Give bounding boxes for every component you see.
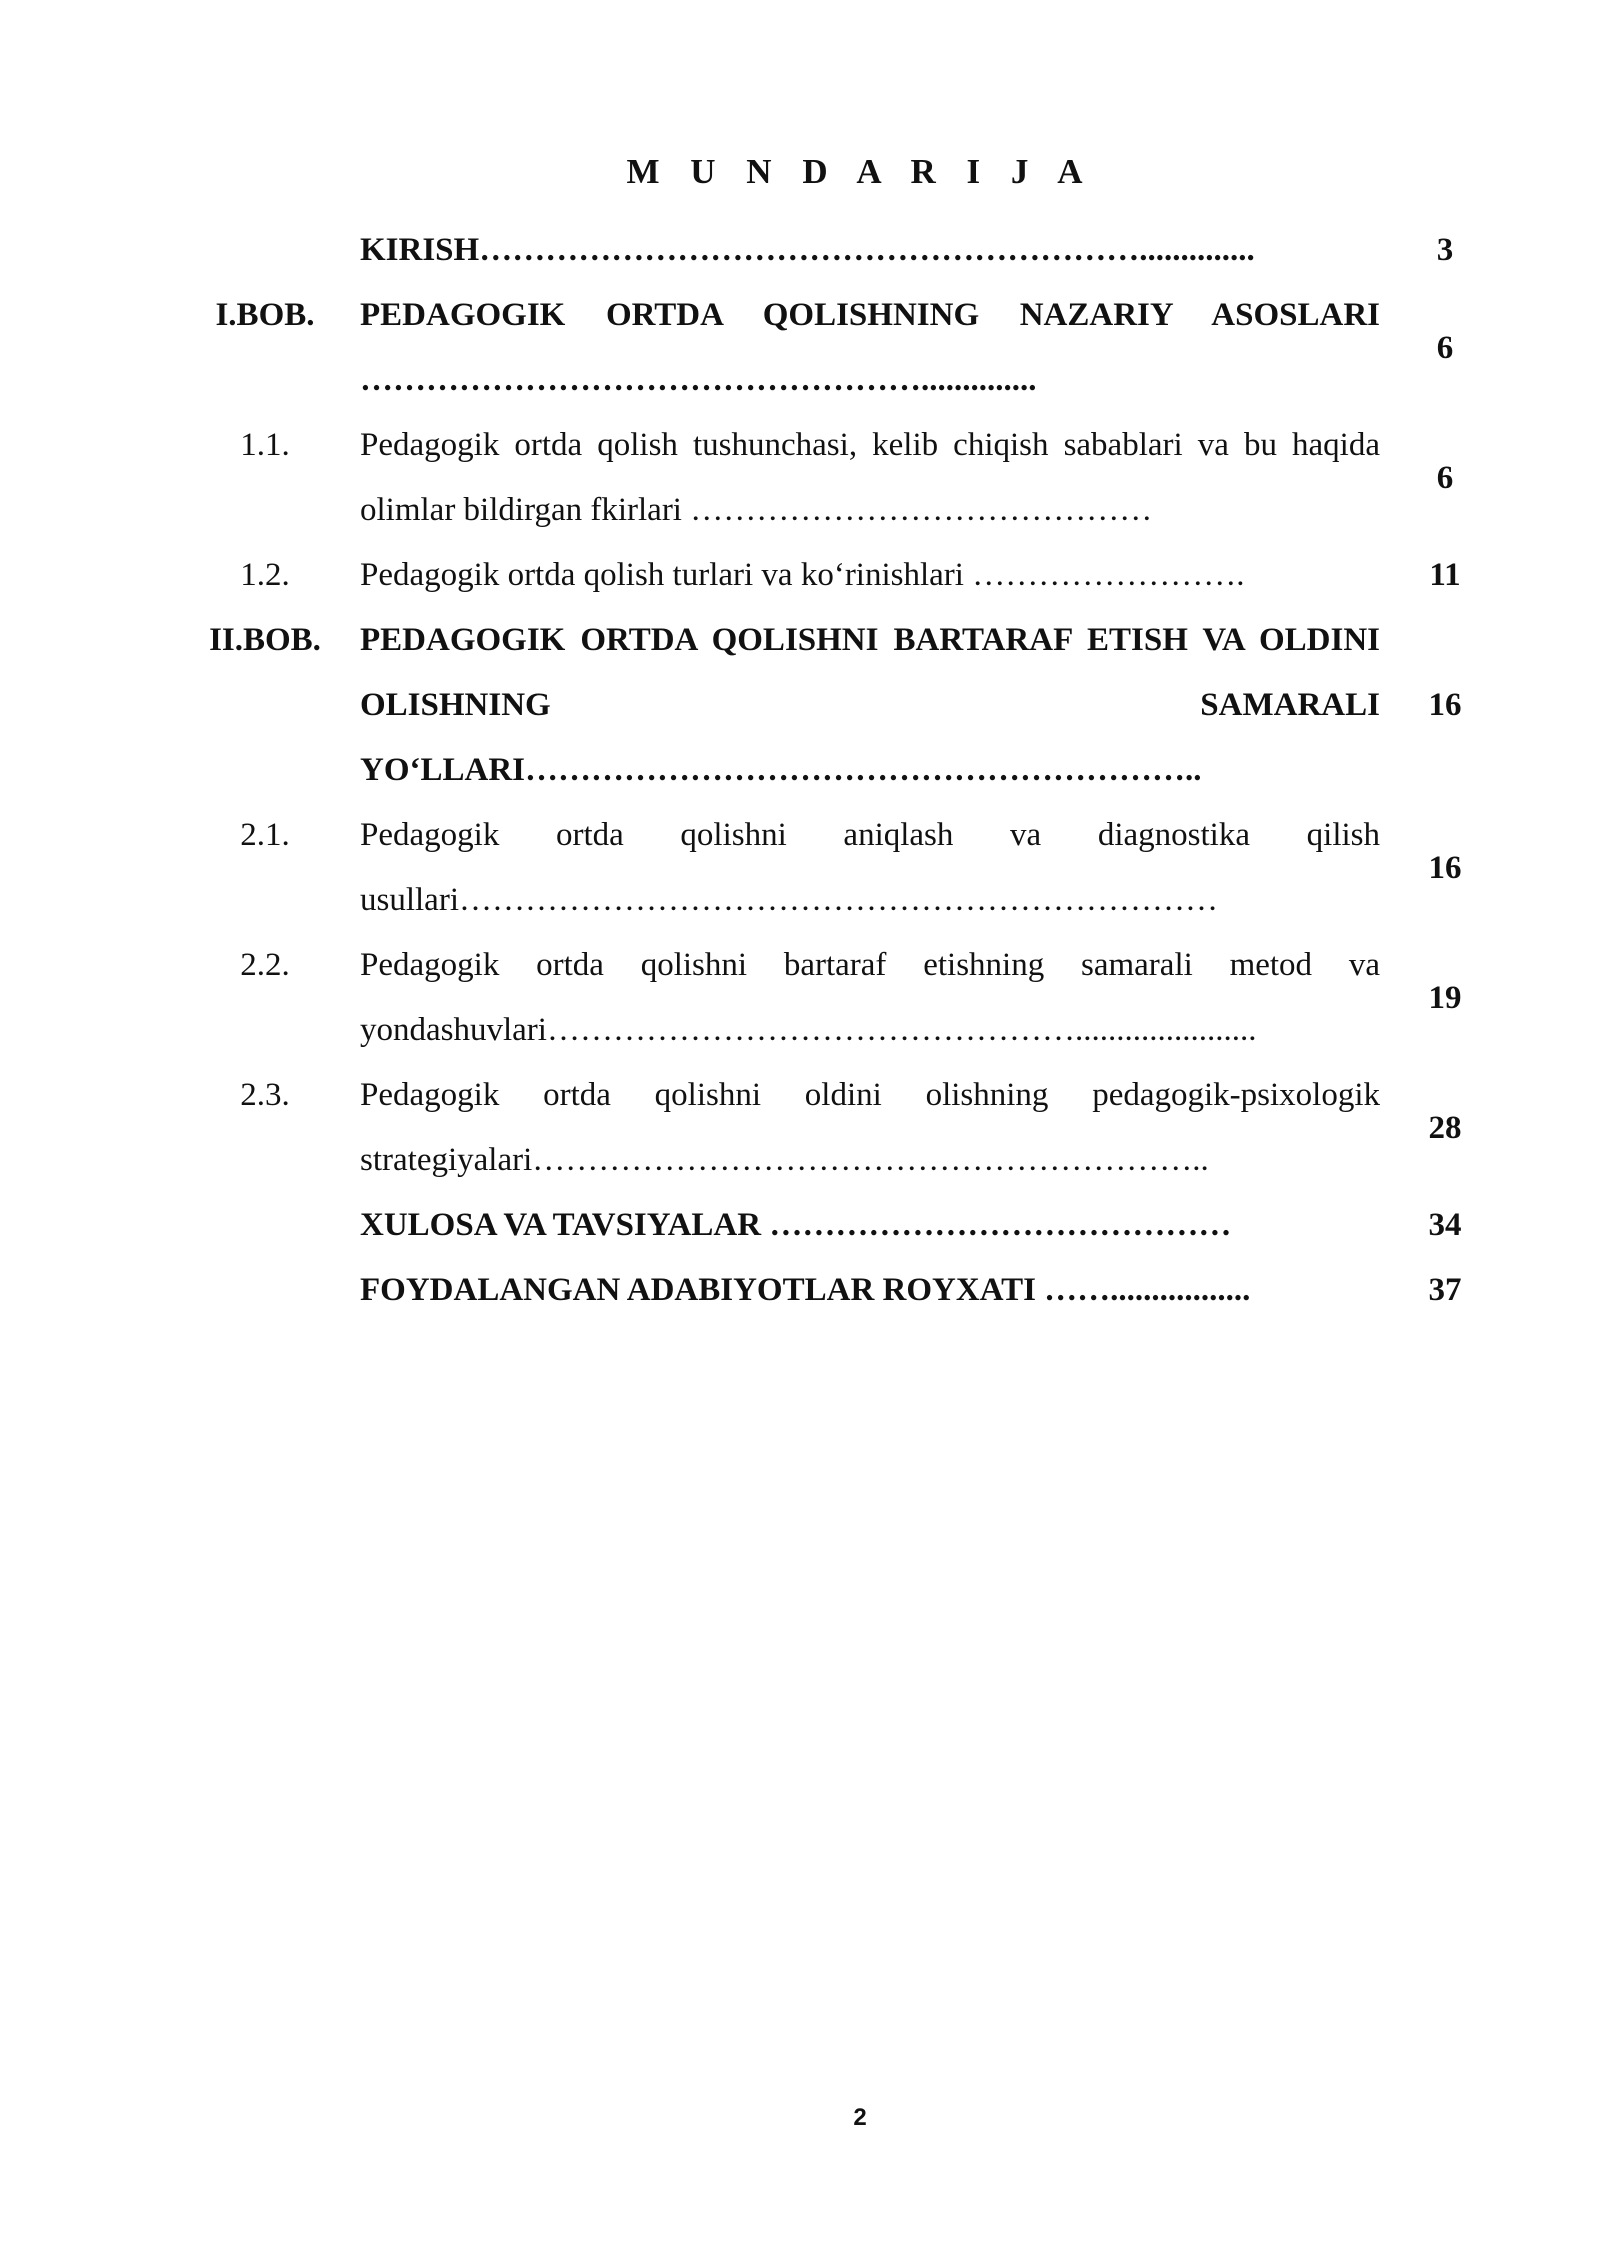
toc-entry-number — [170, 1193, 360, 1258]
page-number: 2 — [853, 2104, 867, 2131]
toc-entry[interactable] — [170, 413, 1510, 543]
toc-entry-page: 16 — [1428, 687, 1462, 723]
toc-entry-number — [170, 1258, 360, 1323]
toc-entry[interactable] — [170, 543, 1510, 608]
toc-entry-page: 19 — [1428, 979, 1462, 1016]
toc-entry[interactable] — [170, 1258, 1510, 1323]
toc-entry-number: 2.1. — [240, 817, 290, 853]
toc-entry-title: Pedagogik ortda qolishni oldini olishning pedagogik-psixologik strategiyalari…………………………………………………….. — [360, 1077, 1380, 1178]
toc-entry-page: 37 — [1428, 1272, 1462, 1308]
toc-entry-title: Pedagogik ortda qolishni bartaraf etishning samarali metod va yondashuvlari…………………………………………...................... — [360, 947, 1380, 1048]
toc-entry-page: 11 — [1429, 557, 1461, 593]
toc-entry[interactable] — [170, 218, 1510, 283]
toc-entry-number: II.BOB. — [209, 622, 321, 658]
toc-entry-number: I.BOB. — [215, 297, 315, 333]
toc-entry-title: KIRISH…………………………………………………….............. — [360, 232, 1255, 268]
toc-entry-number: 2.2. — [240, 947, 290, 983]
toc-entry[interactable] — [170, 283, 1510, 413]
toc-entry-page: 28 — [1428, 1109, 1462, 1146]
table-of-contents — [170, 218, 1510, 1323]
toc-entry[interactable] — [170, 1063, 1510, 1193]
toc-entry-title: Pedagogik ortda qolishni aniqlash va diagnostika qilish usullari…………………………………………………………… — [360, 817, 1380, 918]
toc-entry-title: PEDAGOGIK ORTDA QOLISHNING NAZARIY ASOSLARI …………………………………………….............. — [360, 297, 1380, 398]
toc-entry-number — [170, 218, 360, 283]
toc-entry-page: 3 — [1436, 232, 1454, 268]
toc-entry-title: PEDAGOGIK ORTDA QOLISHNI BARTARAF ETISH VA OLDINI OLISHNING SAMARALI YO‘LLARI…………………………………………………….. — [360, 622, 1380, 788]
toc-entry-page: 34 — [1428, 1207, 1462, 1243]
toc-entry-page: 6 — [1436, 459, 1454, 496]
page-title: M U N D A R I J A — [626, 152, 1094, 191]
toc-body — [170, 218, 1510, 1323]
toc-entry-number: 2.3. — [240, 1077, 290, 1113]
toc-entry[interactable] — [170, 803, 1510, 933]
toc-entry-title: FOYDALANGAN ADABIYOTLAR ROYXATI ……................. — [360, 1272, 1251, 1308]
toc-entry[interactable] — [170, 1193, 1510, 1258]
toc-entry[interactable] — [170, 933, 1510, 1063]
toc-entry-title: Pedagogik ortda qolish turlari va ko‘rinishlari ……………………. — [360, 557, 1245, 593]
toc-entry-title: XULOSA VA TAVSIYALAR …………………………………… — [360, 1207, 1232, 1243]
toc-entry-title: Pedagogik ortda qolish tushunchasi, kelib chiqish sabablari va bu haqida olimlar bildirgan fkirlari …………………………………… — [360, 427, 1380, 528]
toc-entry-number: 1.1. — [240, 427, 290, 463]
toc-entry[interactable] — [170, 608, 1510, 803]
toc-entry-number: 1.2. — [240, 557, 290, 593]
toc-entry-page: 6 — [1436, 329, 1454, 366]
toc-entry-page: 16 — [1428, 849, 1462, 886]
